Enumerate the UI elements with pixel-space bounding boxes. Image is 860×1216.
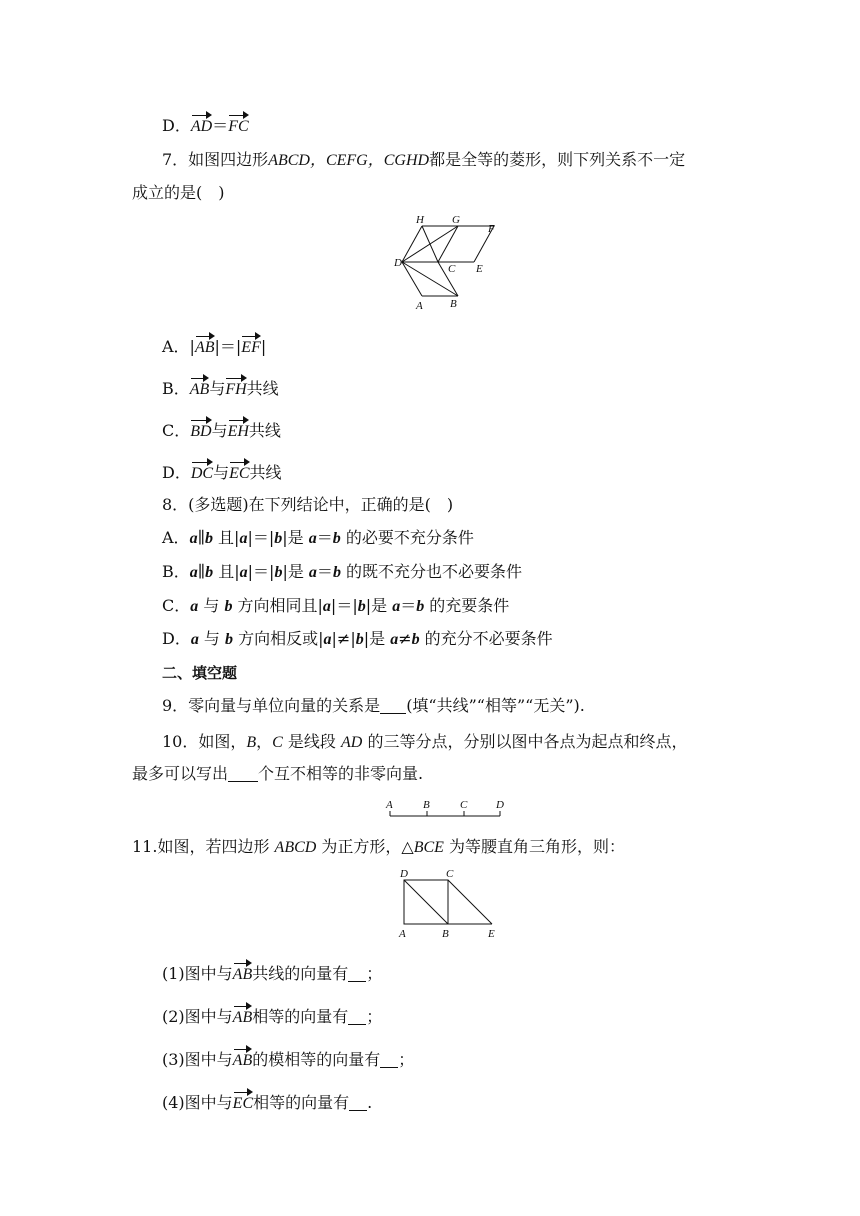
- label-f: F: [488, 223, 495, 235]
- vector-ab: AB: [233, 1046, 253, 1072]
- q11-part2: (2)图中与AB相等的向量有 ；: [162, 1003, 382, 1029]
- label-h: H: [416, 214, 424, 226]
- q10-segment-figure: [382, 796, 512, 822]
- q7-stem-part2: 都是全等的菱形，则下列关系不一定: [429, 150, 686, 169]
- vector-fh: FH: [225, 375, 246, 401]
- vector-fc: FC: [228, 112, 248, 138]
- q11-part4-blank[interactable]: [349, 1094, 367, 1111]
- label-d: D: [496, 799, 504, 811]
- vector-ec: EC: [233, 1089, 253, 1115]
- q8-option-b: B．a∥b 且|a|＝|b|是 a＝b 的既不充分也不必要条件: [162, 562, 523, 581]
- q7-stem-part1: 7．如图四边形: [162, 150, 269, 169]
- section-title-fill-in: 二、填空题: [162, 664, 238, 682]
- label-e: E: [476, 263, 483, 275]
- q8-option-d: D．a 与 b 方向相反或|a|≠|b|是 a≠b 的充分不必要条件: [162, 629, 553, 648]
- vector-eh: EH: [228, 417, 249, 443]
- q7-stem-part3: 成立的是( ): [132, 183, 225, 202]
- q11-part1-blank[interactable]: [348, 965, 366, 982]
- label-b: B: [423, 799, 430, 811]
- label-a: A: [386, 799, 393, 811]
- q11-square-figure: [396, 866, 502, 942]
- q11-part3-blank[interactable]: [380, 1051, 398, 1068]
- q9-text: 9．零向量与单位向量的关系是 (填“共线”“相等”“无关”).: [162, 696, 585, 715]
- equals: ＝: [212, 116, 229, 135]
- q11-part2-blank[interactable]: [348, 1008, 366, 1025]
- label-a: A: [399, 928, 406, 940]
- q7-option-d: D．DC与EC共线: [162, 459, 282, 485]
- q7-rhombus-figure: [392, 210, 504, 314]
- q9-answer-blank[interactable]: [380, 697, 406, 714]
- label-g: G: [452, 214, 460, 226]
- q6-option-d: [162, 112, 249, 138]
- q10-line1: 10．如图，B，C 是线段 AD 的三等分点，分别以图中各点为起点和终点，: [162, 732, 688, 751]
- q8-stem: 8．(多选题)在下列结论中，正确的是( ): [162, 495, 454, 514]
- q7-option-a: A．|AB|＝|EF|: [162, 333, 266, 359]
- q10-line2: 最多可以写出 个互不相等的非零向量.: [132, 764, 424, 783]
- option-prefix: D．: [162, 116, 191, 135]
- q8-option-a: A．a∥b 且|a|＝|b|是 a＝b 的必要不充分条件: [162, 528, 474, 547]
- q7-stem-line2: [132, 182, 225, 204]
- label-b: B: [442, 928, 449, 940]
- q11-part1: (1)图中与AB共线的向量有 ；: [162, 960, 382, 986]
- label-b: B: [450, 298, 457, 310]
- vector-ab: AB: [233, 1003, 253, 1029]
- vector-ab: AB: [233, 960, 253, 986]
- q7-shapes: ABCD，CEFG，CGHD: [268, 152, 430, 169]
- q11-stem: 11.如图，若四边形 ABCD 为正方形，△BCE 为等腰直角三角形，则：: [132, 837, 626, 856]
- q11-part4: (4)图中与EC相等的向量有 .: [162, 1089, 372, 1115]
- q10-answer-blank[interactable]: [228, 765, 258, 782]
- vector-ab: AB: [190, 375, 210, 401]
- vector-dc: DC: [191, 459, 213, 485]
- vector-bd: BD: [190, 417, 211, 443]
- label-e: E: [488, 928, 495, 940]
- label-d: D: [394, 257, 402, 269]
- label-d: D: [400, 868, 408, 880]
- label-c: C: [460, 799, 468, 811]
- q11-part3: (3)图中与AB的模相等的向量有 ；: [162, 1046, 414, 1072]
- vector-ab: AB: [195, 333, 215, 359]
- q8-option-c: C．a 与 b 方向相同且|a|＝|b|是 a＝b 的充要条件: [162, 596, 510, 615]
- label-c: C: [448, 263, 456, 275]
- vector-ef: EF: [241, 333, 261, 359]
- vector-ec: EC: [229, 459, 249, 485]
- label-a: A: [416, 300, 423, 312]
- vector-ad: AD: [191, 112, 212, 138]
- q7-option-b: B．AB与FH共线: [162, 375, 279, 401]
- q7-option-c: C．BD与EH共线: [162, 417, 281, 443]
- q7-stem-line1: [162, 149, 685, 172]
- label-c: C: [446, 868, 454, 880]
